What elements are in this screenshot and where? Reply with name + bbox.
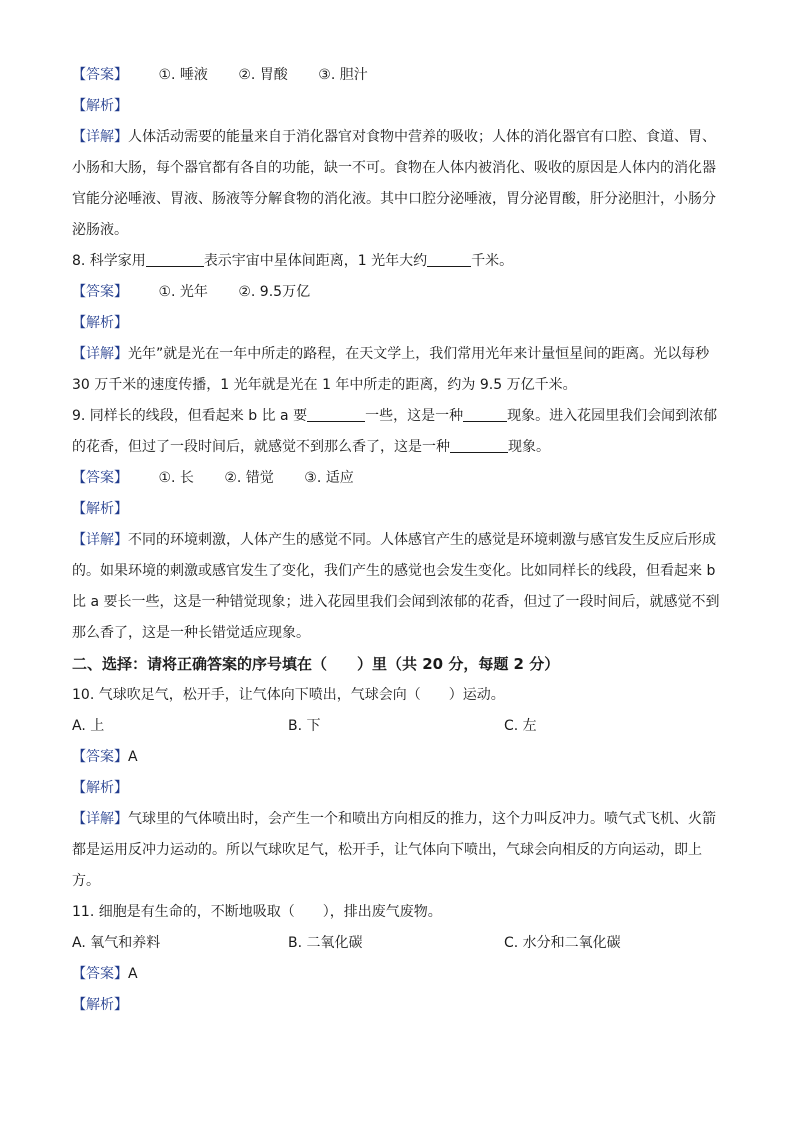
q10-option-c: C. 左 [504, 718, 537, 734]
q10-analysis-line [72, 773, 724, 804]
q8-blank-2 [427, 252, 471, 267]
q7-answer-2: ②. 胃酸 [238, 67, 288, 83]
q7-detail-line-3: 官能分泌唾液、胃液、肠液等分解食物的消化液。其中口腔分泌唾液，胃分泌胃酸，肝分泌胆汁，小肠分 [72, 191, 716, 207]
q10-option-a: A. 上 [72, 718, 105, 734]
q7-answer-1: ①. 唾液 [158, 67, 208, 83]
q10-detail-text-1: 气球里的气体喷出时，会产生一个和喷出方向相反的推力，这个力叫反冲力。喷气式飞机、火箭 [128, 811, 716, 827]
q9-detail-line-3: 比 a 要长一些，这是一种错觉现象；进入花园里我们会闻到浓郁的花香，但过了一段时间后，就感觉不到 [72, 594, 720, 610]
section-2-heading: 二、选择：请将正确答案的序号填在（ ）里（共 20 分，每题 2 分） [72, 655, 560, 673]
q9-stem1-b: 一些，这是一种 [365, 408, 464, 424]
answer-tag: 【答案】 [72, 67, 128, 83]
analysis-tag: 【解析】 [72, 997, 128, 1013]
q7-detail-text-1: 人体活动需要的能量来自于消化器官对食物中营养的吸收；人体的消化器官有口腔、食道、胃、 [128, 129, 716, 145]
q8-stem-a: 8. 科学家用 [72, 253, 146, 269]
q8-stem-c: 千米。 [471, 253, 514, 269]
q7-detail-line-2: 小肠和大肠，每个器官都有各自的功能，缺一不可。食物在人体内被消化、吸收的原因是人体内的消化器 [72, 160, 716, 176]
q10-answer-line [72, 742, 724, 773]
q9-answer-3: ③. 适应 [304, 470, 354, 486]
document-page [72, 60, 724, 1021]
q9-blank-3 [450, 438, 508, 453]
q10-answer: A [128, 749, 138, 765]
q10-detail-line-3: 方。 [72, 873, 100, 889]
q9-analysis-line [72, 494, 724, 525]
q7-answer-3: ③. 胆汁 [318, 67, 368, 83]
q8-detail-text-1: 光年”就是光在一年中所走的路程，在天文学上，我们常用光年来计量恒星间的距离。光以每秒 [128, 346, 710, 362]
q9-detail-text-1: 不同的环境刺激，人体产生的感觉不同。人体感官产生的感觉是环境刺激与感官发生反应后形成 [128, 532, 716, 548]
q9-answer-2: ②. 错觉 [224, 470, 274, 486]
q8-answer-2: ②. 9.5万亿 [238, 284, 311, 300]
q10-option-b: B. 下 [288, 718, 321, 734]
detail-tag: 【详解】 [72, 811, 128, 827]
q9-stem1-a: 9. 同样长的线段，但看起来 b 比 a 要 [72, 408, 308, 424]
q11-analysis-line [72, 990, 724, 1021]
q10-detail-line-2: 都是运用反冲力运动的。所以气球吹足气，松开手，让气体向下喷出，气球会向相反的方向运动，即上 [72, 842, 702, 858]
answer-tag: 【答案】 [72, 470, 128, 486]
answer-tag: 【答案】 [72, 749, 128, 765]
analysis-tag: 【解析】 [72, 98, 128, 114]
q7-detail-line-4: 泌肠液。 [72, 222, 128, 238]
q9-stem2-b: 现象。 [508, 439, 550, 455]
analysis-tag: 【解析】 [72, 501, 128, 517]
q7-detail-line-1 [72, 122, 724, 153]
q9-detail-line-4: 那么香了，这是一种长错觉适应现象。 [72, 625, 310, 641]
q9-stem2-a: 的花香，但过了一段时间后，就感觉不到那么香了，这是一种 [72, 439, 450, 455]
q11-stem: 11. 细胞是有生命的，不断地吸取（ ），排出废气废物。 [72, 904, 442, 920]
detail-tag: 【详解】 [72, 129, 128, 145]
q9-answer-line [72, 463, 724, 494]
q8-analysis-line [72, 308, 724, 339]
q10-stem: 10. 气球吹足气，松开手，让气体向下喷出，气球会向（ ）运动。 [72, 687, 505, 703]
q10-options [72, 711, 724, 742]
q8-blank-1 [146, 252, 204, 267]
analysis-tag: 【解析】 [72, 315, 128, 331]
detail-tag: 【详解】 [72, 346, 128, 362]
q11-answer-line [72, 959, 724, 990]
q9-stem-line-1 [72, 401, 724, 432]
q7-analysis-line [72, 91, 724, 122]
q8-stem [72, 246, 724, 277]
answer-tag: 【答案】 [72, 284, 128, 300]
q9-answer-1: ①. 长 [158, 470, 194, 486]
q8-stem-b: 表示宇宙中星体间距离，1 光年大约 [203, 253, 428, 269]
detail-tag: 【详解】 [72, 532, 128, 548]
q9-detail-line-2: 的。如果环境的刺激或感官发生了变化，我们产生的感觉也会发生变化。比如同样长的线段，但看起来 b [72, 563, 716, 579]
q11-option-b: B. 二氧化碳 [288, 935, 363, 951]
q8-detail-line-2: 30 万千米的速度传播，1 光年就是光在 1 年中所走的距离，约为 9.5 万亿千米。 [72, 377, 577, 393]
answer-tag: 【答案】 [72, 966, 128, 982]
q11-options [72, 928, 724, 959]
q7-answer-line [72, 60, 724, 91]
q9-detail-line-1 [72, 525, 724, 556]
q9-stem1-c: 现象。进入花园里我们会闻到浓郁 [507, 408, 718, 424]
q10-detail-line-1 [72, 804, 724, 835]
q9-stem-line-2 [72, 432, 724, 463]
q9-blank-1 [307, 407, 365, 422]
q11-option-a: A. 氧气和养料 [72, 935, 161, 951]
q11-answer: A [128, 966, 138, 982]
q8-answer-line [72, 277, 724, 308]
q11-option-c: C. 水分和二氧化碳 [504, 935, 621, 951]
q9-blank-2 [463, 407, 507, 422]
q8-detail-line-1 [72, 339, 724, 370]
analysis-tag: 【解析】 [72, 780, 128, 796]
q8-answer-1: ①. 光年 [158, 284, 208, 300]
